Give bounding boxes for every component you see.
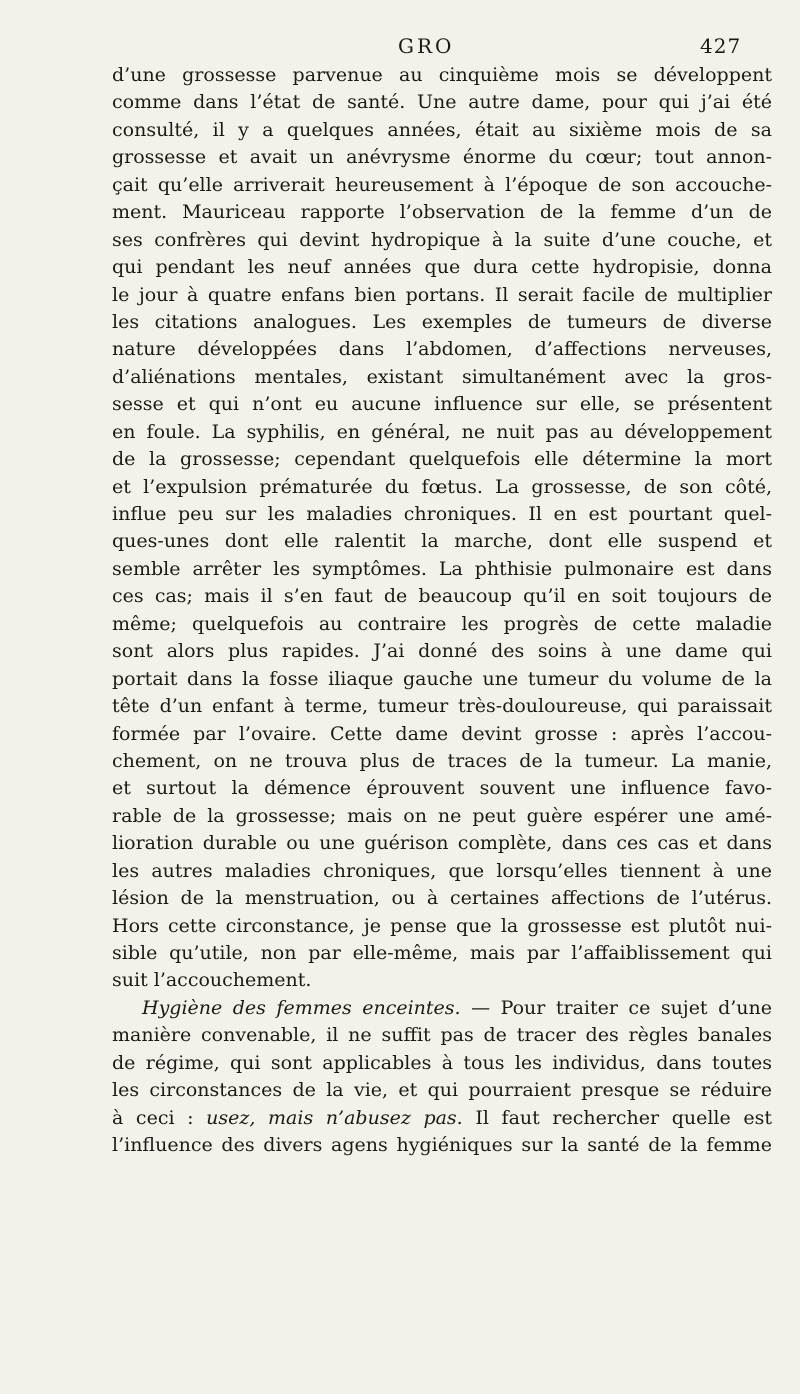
text-line: sible qu’utile, non par elle-même, mais par l’affaiblissement qui — [112, 942, 772, 964]
text-line: formée par l’ovaire. Cette dame devint grosse : après l’accou- — [112, 722, 772, 745]
text-line: suit l’accouchement. — [112, 969, 312, 992]
running-head — [0, 34, 800, 64]
text-line: semble arrêter les symptômes. La phthisie pulmonaire est dans — [112, 557, 772, 580]
text-line: l’influence des divers agens hygiéniques sur la santé de la femme — [112, 1134, 772, 1157]
page-number: 427 — [700, 34, 742, 58]
text-line: influe peu sur les maladies chroniques. Il en est pourtant quel- — [112, 503, 772, 525]
text-line: nature développées dans l’abdomen, d’affections nerveuses, — [112, 338, 772, 361]
text-line — [112, 995, 772, 1022]
text-line: rable de la grossesse; mais on ne peut guère espérer une amé- — [112, 804, 772, 827]
text-line — [112, 1105, 772, 1132]
text-line: en foule. La syphilis, en général, ne nuit pas au développement — [112, 420, 772, 443]
text-line: lioration durable ou une guérison complète, dans ces cas et dans — [112, 832, 772, 855]
text-line: de la grossesse; cependant quelquefois elle détermine la mort — [112, 448, 772, 471]
running-head-title: GRO — [398, 34, 455, 58]
text-line: les autres maladies chroniques, que lorsqu’elles tiennent à une — [112, 859, 772, 882]
section-first-line: Pour traiter ce sujet d’une — [500, 996, 772, 1019]
text-line: consulté, il y a quelques années, était au sixième mois de sa — [112, 118, 772, 141]
text-line: sesse et qui n’ont eu aucune influence sur elle, se présentent — [112, 393, 772, 416]
text-line: d’une grossesse parvenue au cinquième mois se développent — [112, 64, 772, 86]
body-text — [112, 62, 772, 1160]
text-line: ment. Mauriceau rapporte l’observation de la femme d’un de — [112, 201, 772, 224]
text-line: ces cas; mais il s’en faut de beaucoup qu’il en soit toujours de — [112, 585, 772, 608]
text-line: çait qu’elle arriverait heureusement à l’époque de son accouche- — [112, 173, 772, 196]
maxim-rest: Il faut rechercher quelle est — [462, 1106, 772, 1129]
text-line: tête d’un enfant à terme, tumeur très-douloureuse, qui paraissait — [112, 695, 772, 718]
text-line: sont alors plus rapides. J’ai donné des soins à une dame qui — [112, 640, 772, 663]
maxim: usez, mais n’abusez pas. — [206, 1106, 463, 1129]
paragraph-pregnancy-diseases — [112, 62, 772, 995]
text-line: portait dans la fosse iliaque gauche une tumeur du volume de la — [112, 667, 772, 690]
maxim-lead: à ceci : — [112, 1106, 207, 1129]
text-line: lésion de la menstruation, ou à certaines affections de l’utérus. — [112, 887, 772, 910]
text-line: ses confrères qui devint hydropique à la suite d’une couche, et — [112, 228, 772, 251]
text-line: qui pendant les neuf années que dura cette hydropisie, donna — [112, 256, 772, 279]
text-line: ques-unes dont elle ralentit la marche, dont elle suspend et — [112, 530, 772, 553]
text-line: les citations analogues. Les exemples de tumeurs de diverse — [112, 310, 772, 333]
text-line: comme dans l’état de santé. Une autre dame, pour qui j’ai été — [112, 91, 772, 114]
text-line: le jour à quatre enfans bien portans. Il serait facile de multiplier — [112, 283, 772, 306]
section-dash: — — [460, 996, 501, 1019]
text-line: les circonstances de la vie, et qui pourraient presque se réduire — [112, 1079, 772, 1102]
text-line: même; quelquefois au contraire les progrès de cette maladie — [112, 612, 772, 635]
paragraph-hygiene — [112, 995, 772, 1160]
text-line: de régime, qui sont applicables à tous les individus, dans toutes — [112, 1051, 772, 1074]
text-line: et l’expulsion prématurée du fœtus. La grossesse, de son côté, — [112, 475, 772, 498]
text-line: grossesse et avait un anévrysme énorme du cœur; tout annon- — [112, 146, 772, 169]
text-line: manière convenable, il ne suffit pas de tracer des règles banales — [112, 1024, 772, 1047]
text-line: et surtout la démence éprouvent souvent une influence favo- — [112, 777, 772, 800]
text-line: Hors cette circonstance, je pense que la grossesse est plutôt nui- — [112, 914, 772, 937]
section-heading: Hygiène des femmes enceintes. — [142, 996, 461, 1019]
text-line: chement, on ne trouva plus de traces de la tumeur. La manie, — [112, 749, 772, 772]
text-line: d’aliénations mentales, existant simultanément avec la gros- — [112, 365, 772, 388]
